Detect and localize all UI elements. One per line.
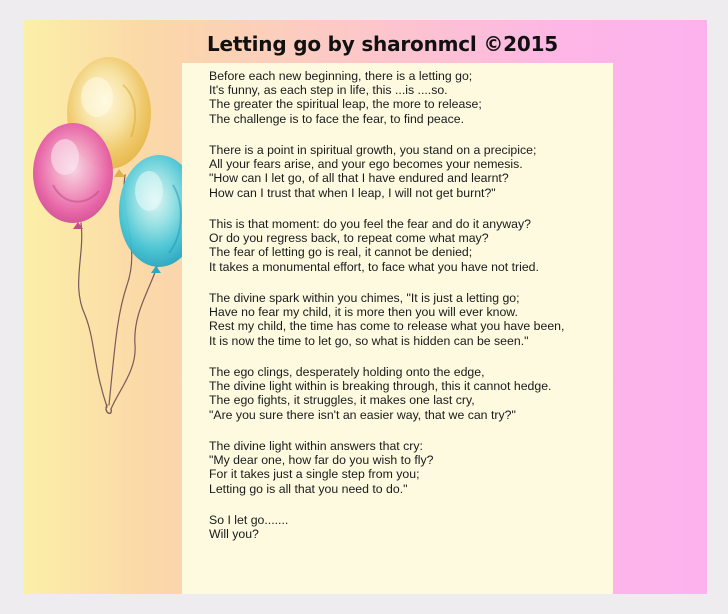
poem-line: The ego fights, it struggles, it makes one last cry,	[209, 393, 475, 408]
poem-line: For it takes just a single step from you;	[209, 467, 420, 482]
poem-line: "How can I let go, of all that I have endured and learnt?	[209, 171, 509, 186]
poem-line: The challenge is to face the fear, to find peace.	[209, 111, 464, 126]
poem-line: The fear of letting go is real, it cannot be denied;	[209, 245, 473, 260]
poem-line: The ego clings, desperately holding onto the edge,	[209, 365, 485, 379]
pink-balloon	[33, 123, 113, 229]
poem-line: This is that moment: do you feel the fear and do it anyway?	[209, 217, 531, 231]
poem-line: Have no fear my child, it is more then you will ever know.	[209, 305, 518, 320]
poem-line: There is a point in spiritual growth, you stand on a precipice;	[209, 143, 537, 157]
poem-line: Before each new beginning, there is a letting go;	[209, 69, 473, 83]
poem-card	[23, 20, 707, 594]
poem-line: "Are you sure there isn't an easier way, that we can try?"	[209, 407, 516, 422]
poem-body	[209, 69, 609, 559]
poem-panel	[182, 63, 613, 594]
poem-stanza	[209, 439, 609, 496]
poem-line: The divine light within answers that cry:	[209, 439, 423, 453]
poem-line: The divine light within is breaking through, this it cannot hedge.	[209, 379, 552, 394]
poem-line: How can I trust that when I leap, I will not get burnt?"	[209, 185, 496, 200]
poem-line: The greater the spiritual leap, the more to release;	[209, 97, 482, 112]
poem-title: Letting go by sharonmcl ©2015	[207, 32, 558, 56]
poem-stanza	[209, 69, 609, 126]
poem-line: Or do you regress back, to repeat come what may?	[209, 231, 489, 246]
poem-line: The divine spark within you chimes, "It is just a letting go;	[209, 291, 520, 305]
poem-line: All your fears arise, and your ego becomes your nemesis.	[209, 157, 523, 172]
poem-line: It takes a monumental effort, to face what you have not tried.	[209, 259, 539, 274]
poem-line: It's funny, as each step in life, this ...is ....so.	[209, 83, 448, 98]
poem-line: Rest my child, the time has come to release what you have been,	[209, 319, 565, 334]
poem-line: Will you?	[209, 527, 259, 542]
poem-line: So I let go.......	[209, 513, 289, 527]
poem-stanza	[209, 365, 609, 422]
poem-stanza	[209, 513, 609, 541]
poem-stanza	[209, 143, 609, 200]
poem-line: "My dear one, how far do you wish to fly?	[209, 453, 434, 468]
poem-stanza	[209, 217, 609, 274]
poem-line: It is now the time to let go, so what is hidden can be seen."	[209, 333, 529, 348]
poem-stanza	[209, 291, 609, 348]
poem-line: Letting go is all that you need to do."	[209, 481, 408, 496]
